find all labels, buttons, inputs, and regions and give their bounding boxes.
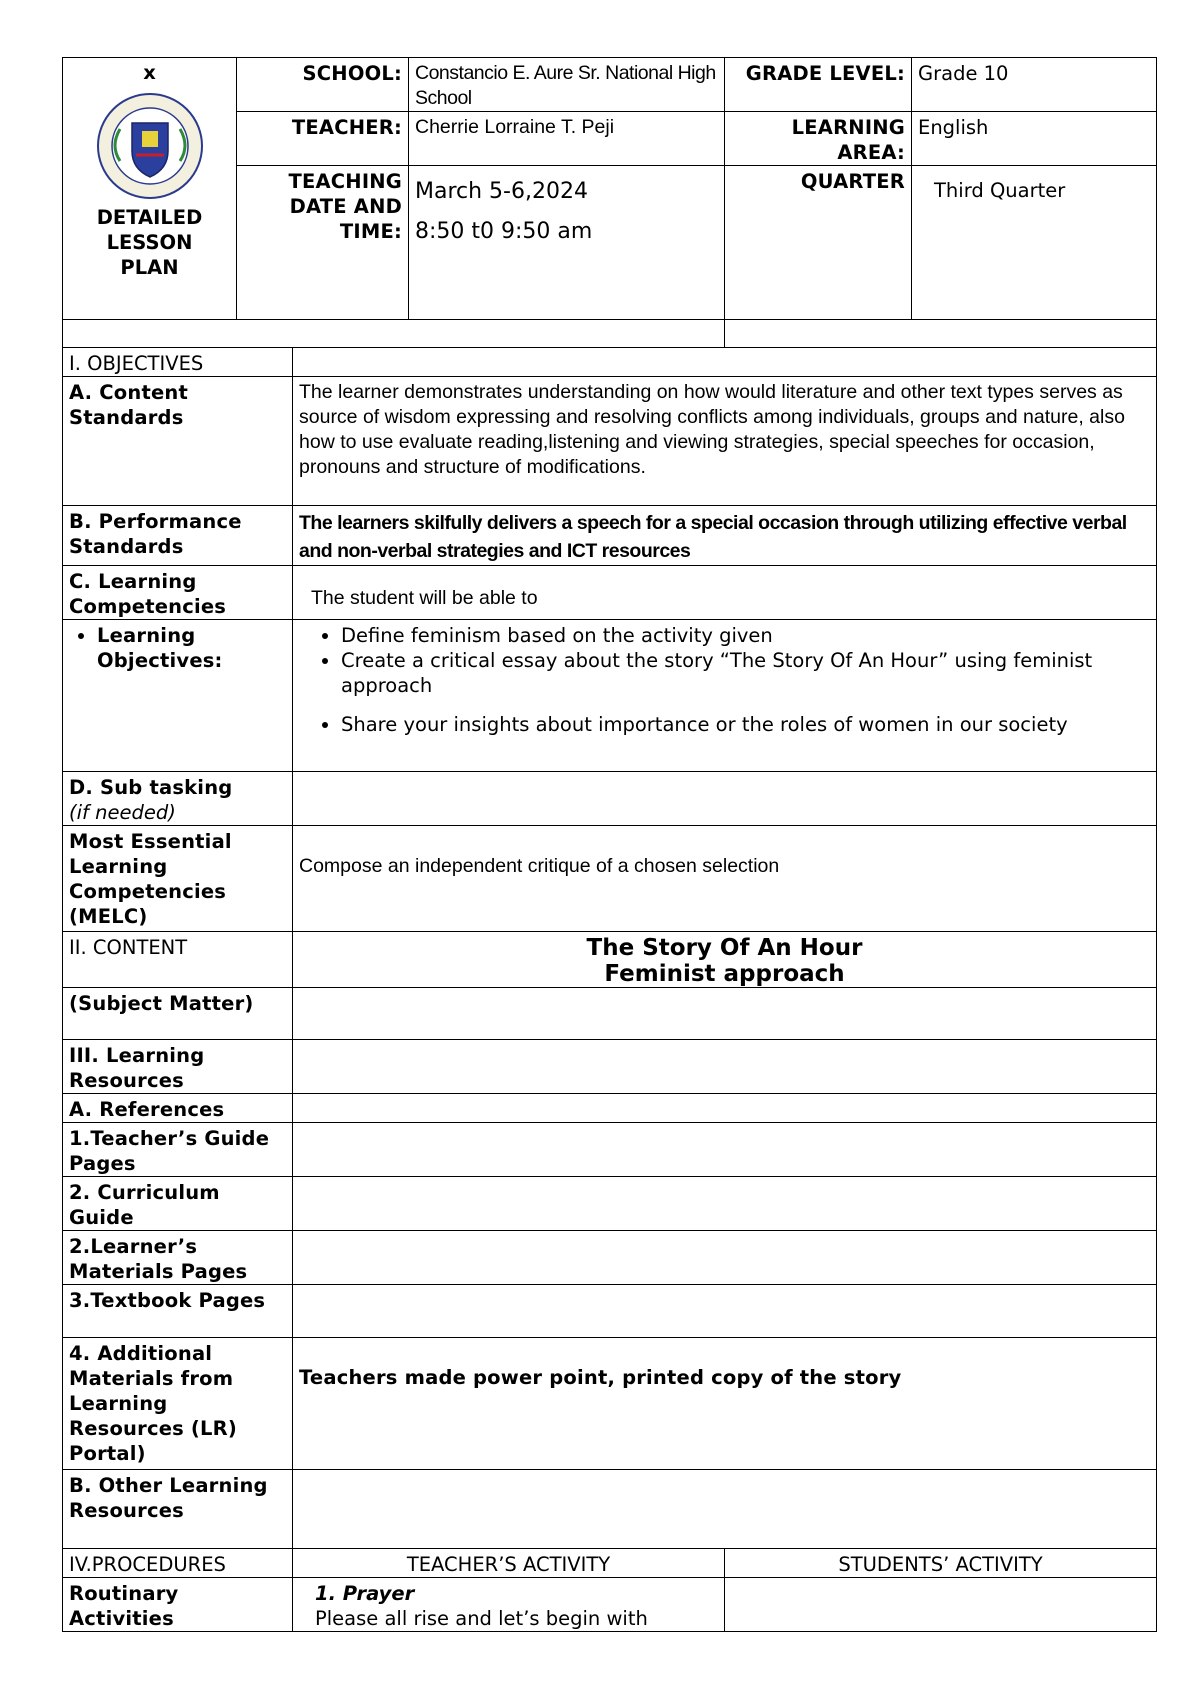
- content-title-line2: Feminist approach: [604, 960, 845, 987]
- teachers-guide-empty: [293, 1122, 1157, 1176]
- quarter-value: Third Quarter: [912, 166, 1157, 320]
- grade-value: Grade 10: [912, 58, 1157, 112]
- learning-competencies-label: C. Learning Competencies: [63, 565, 293, 619]
- references-label: A. References: [63, 1093, 293, 1122]
- curriculum-guide-label: 2. Curriculum Guide: [63, 1176, 293, 1230]
- learners-materials-label: 2.Learner’s Materials Pages: [63, 1230, 293, 1284]
- objective-item: • Share your insights about importance or the roles of women in our society: [341, 712, 1150, 737]
- learners-materials-empty: [293, 1230, 1157, 1284]
- performance-standards-text: The learners skilfully delivers a speech for a special occasion through utilizing effective verbal and non-verbal strategies and ICT resources: [293, 505, 1157, 565]
- deped-seal-icon: [90, 91, 210, 201]
- school-label: SCHOOL:: [237, 58, 409, 112]
- learning-objectives-label: • Learning Objectives:: [97, 623, 286, 673]
- date-label: TEACHING DATE AND TIME:: [237, 166, 409, 320]
- subtask-note: (if needed): [69, 800, 176, 824]
- routinary-label: Routinary Activities: [63, 1577, 293, 1631]
- student-activity-empty: [725, 1577, 1157, 1631]
- school-value: Constancio E. Aure Sr. National High School: [409, 58, 725, 112]
- performance-standards-label: B. Performance Standards: [63, 505, 293, 565]
- melc-label: Most Essential Learning Competencies (MELC): [63, 825, 293, 931]
- subtask-empty: [293, 771, 1157, 825]
- subject-matter-label: (Subject Matter): [63, 987, 293, 1039]
- other-resources-empty: [293, 1469, 1157, 1548]
- grade-label: GRADE LEVEL:: [725, 58, 912, 112]
- prayer-cell: [293, 1577, 725, 1631]
- melc-text: Compose an independent critique of a chosen selection: [293, 825, 1157, 931]
- lesson-plan-page: [62, 57, 1156, 1632]
- textbook-pages-label: 3.Textbook Pages: [63, 1284, 293, 1337]
- subtask-label: D. Sub tasking: [69, 775, 233, 799]
- curriculum-guide-empty: [293, 1176, 1157, 1230]
- teacher-value: Cherrie Lorraine T. Peji: [409, 112, 725, 166]
- content-title-line1: The Story Of An Hour: [586, 934, 863, 961]
- quarter-label: QUARTER: [725, 166, 912, 320]
- date-cell: [409, 166, 725, 320]
- objectives-empty: [293, 347, 1157, 376]
- spacer-left: [63, 320, 725, 348]
- learning-resources-heading: III. Learning Resources: [63, 1039, 293, 1093]
- objective-item: • Define feminism based on the activity given: [341, 623, 1150, 648]
- teacher-activity-header: TEACHER’S ACTIVITY: [293, 1548, 725, 1577]
- content-standards-label: A. Content Standards: [63, 376, 293, 505]
- content-standards-text: The learner demonstrates understanding on how would literature and other text types serves as source of wisdom expressing and resolving conflicts among individuals, groups and nature, also how to use evaluate reading,listening and viewing strategies, special speeches for occasion, pronouns and structure of modifications.: [293, 376, 1157, 505]
- prayer-text: Please all rise and let’s begin with: [315, 1606, 648, 1630]
- header-table: [62, 57, 1157, 348]
- references-empty: [293, 1093, 1157, 1122]
- student-activity-header: STUDENTS’ ACTIVITY: [725, 1548, 1157, 1577]
- area-label: LEARNING AREA:: [725, 112, 912, 166]
- teachers-guide-label: 1.Teacher’s Guide Pages: [63, 1122, 293, 1176]
- main-table: [62, 347, 1157, 1632]
- subject-matter-empty: [293, 987, 1157, 1039]
- additional-materials-text: Teachers made power point, printed copy of the story: [293, 1337, 1157, 1469]
- textbook-pages-empty: [293, 1284, 1157, 1337]
- date-value: March 5-6,2024: [415, 179, 588, 204]
- other-resources-label: B. Other Learning Resources: [63, 1469, 293, 1548]
- plan-title: DETAILED LESSON PLAN: [96, 206, 203, 279]
- logo-cell: [63, 58, 237, 320]
- objectives-heading: I. OBJECTIVES: [63, 347, 293, 376]
- learning-resources-empty: [293, 1039, 1157, 1093]
- x-mark: x: [143, 61, 156, 84]
- objective-item: • Create a critical essay about the story “The Story Of An Hour” using feminist approach: [341, 648, 1150, 698]
- prayer-title: 1. Prayer: [315, 1581, 415, 1605]
- teacher-label: TEACHER:: [237, 112, 409, 166]
- learning-competencies-text: The student will be able to: [293, 565, 1157, 619]
- content-heading: II. CONTENT: [63, 931, 293, 987]
- learning-objectives-cell: [63, 619, 293, 771]
- area-value: English: [912, 112, 1157, 166]
- procedures-heading: IV.PROCEDURES: [63, 1548, 293, 1577]
- content-title: [293, 931, 1157, 987]
- subtask-cell: [63, 771, 293, 825]
- learning-objectives-list: [293, 619, 1157, 771]
- time-value: 8:50 t0 9:50 am: [415, 219, 593, 244]
- additional-materials-label: 4. Additional Materials from Learning Resources (LR) Portal): [63, 1337, 293, 1469]
- spacer-right: [725, 320, 1157, 348]
